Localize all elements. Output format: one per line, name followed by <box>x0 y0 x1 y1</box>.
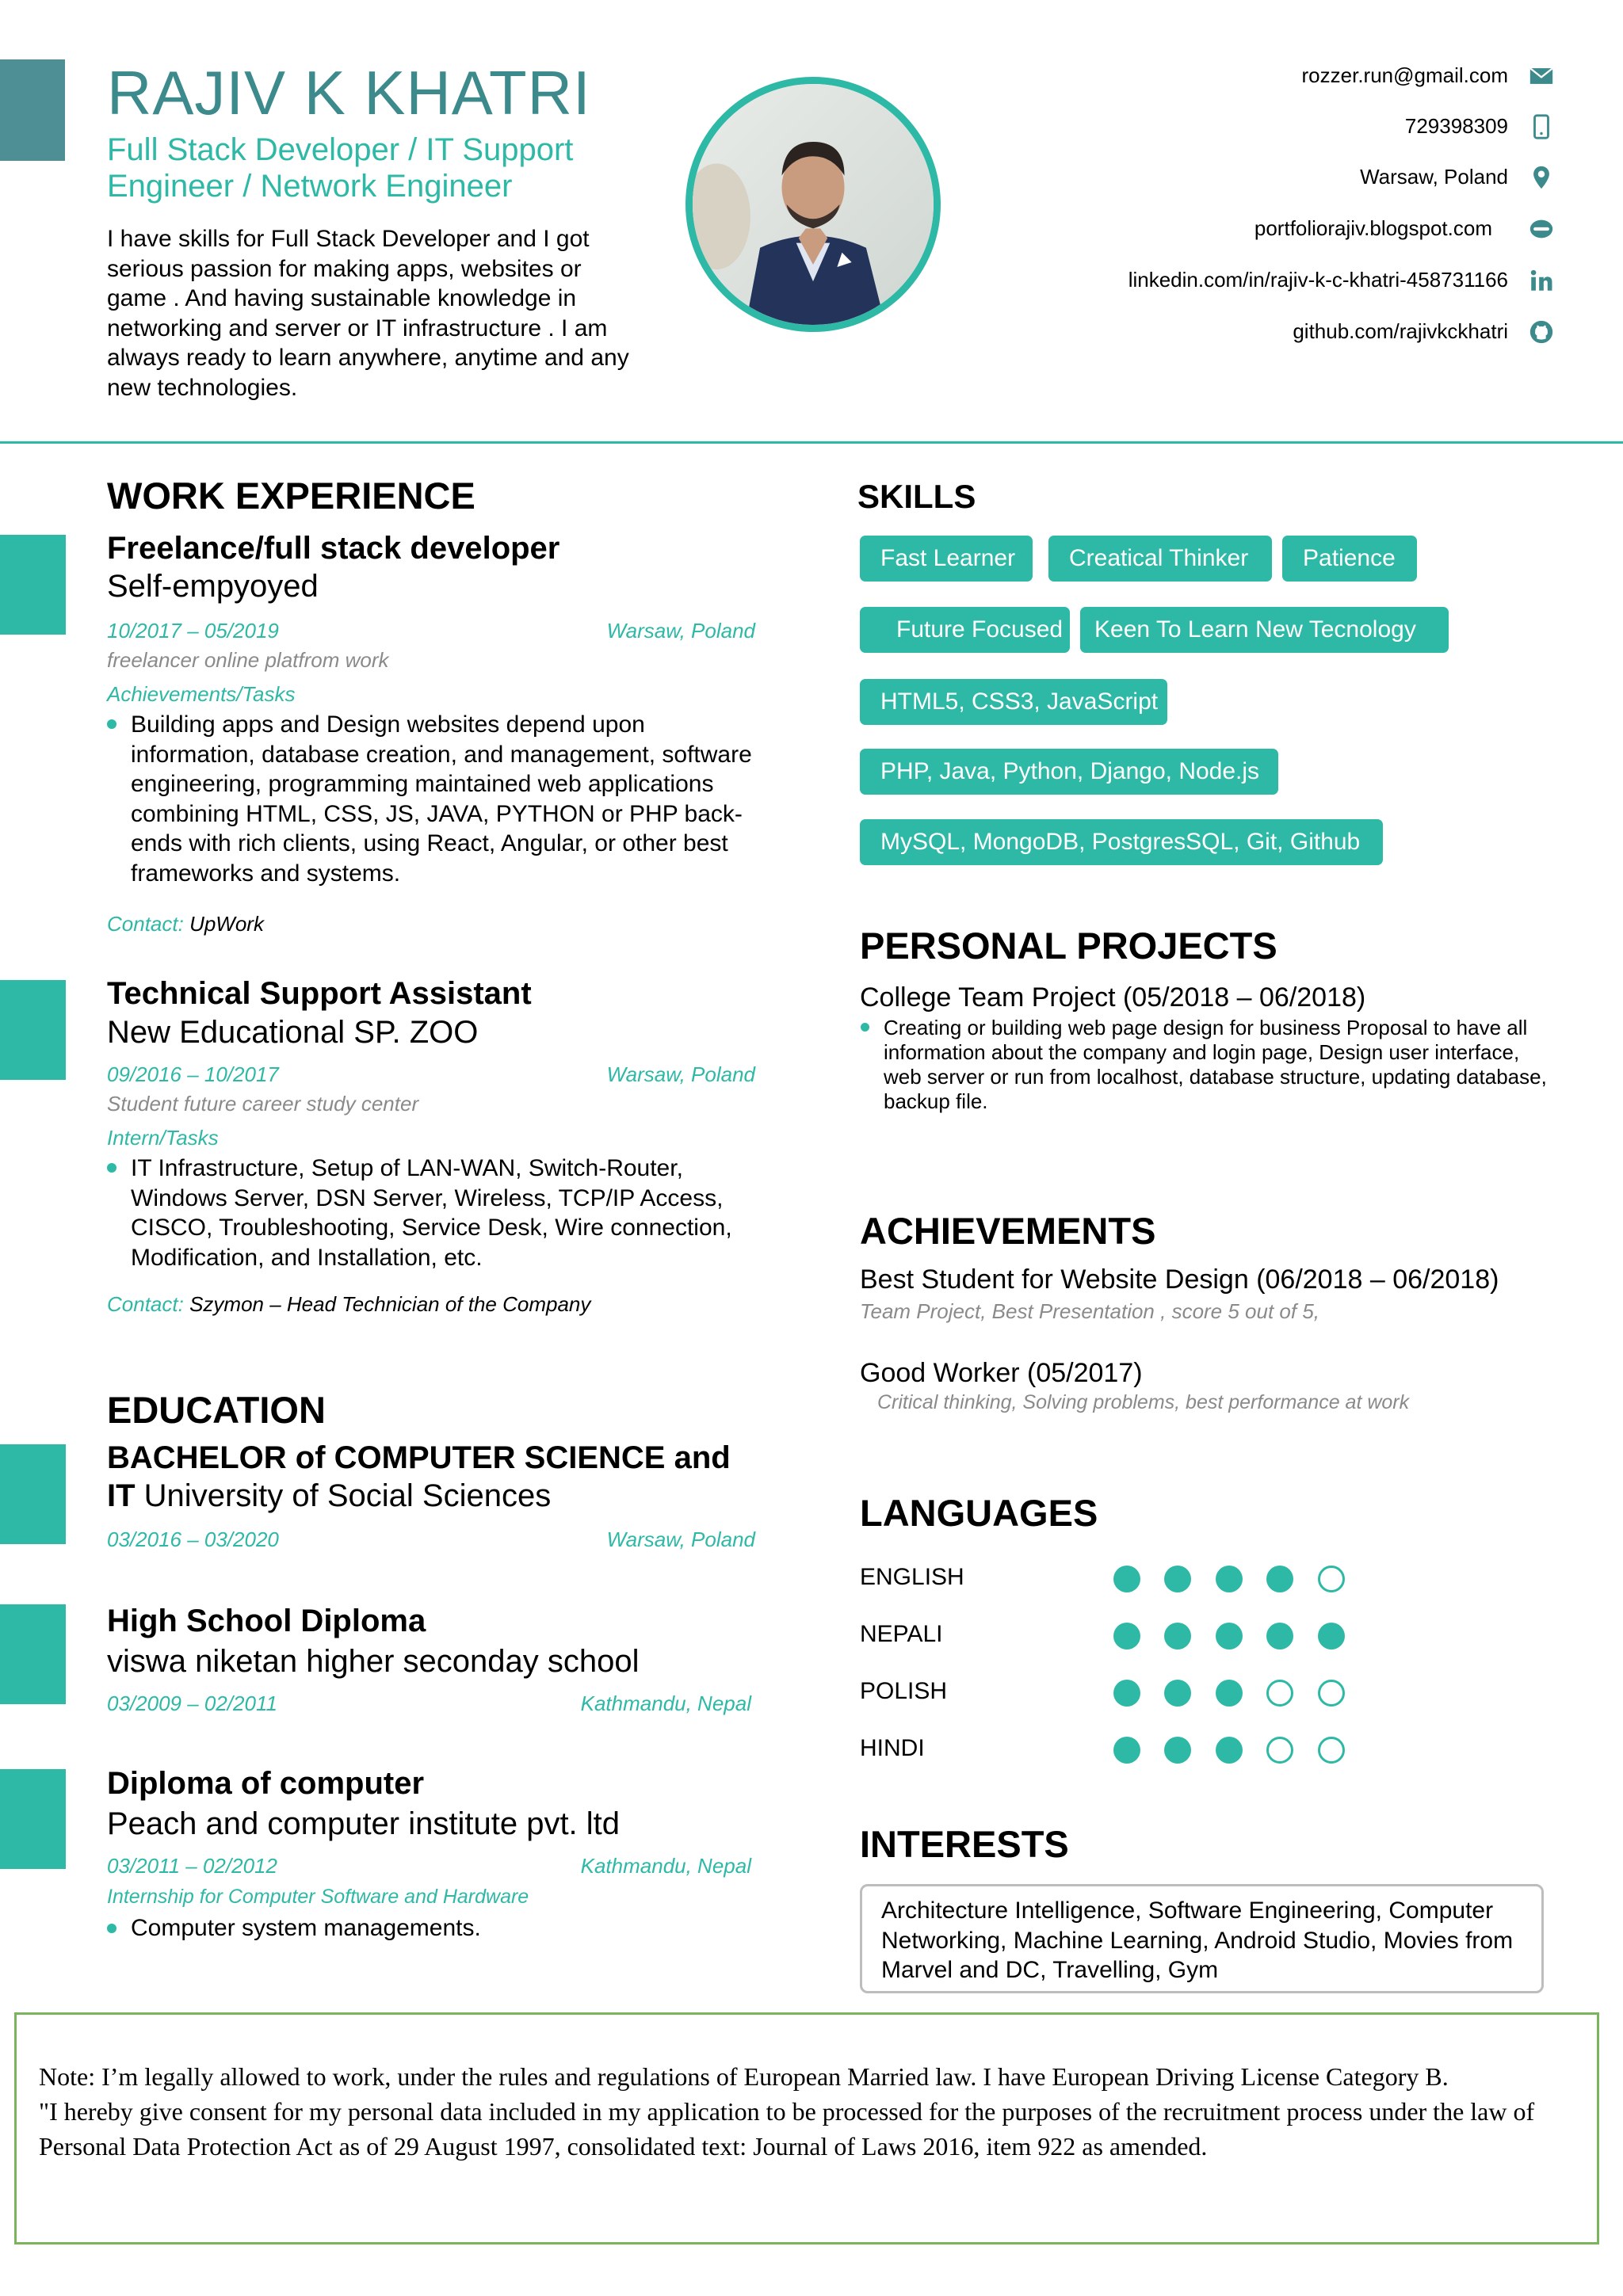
contact-location: Warsaw, Poland <box>1360 165 1508 189</box>
candidate-name: RAJIV K KHATRI <box>107 58 591 128</box>
job-bullet: Building apps and Design websites depend upon information, database creation, and management, software engineering, programming maintained web applications combining HTML, CSS, JS, JAVA, PYTHON or PHP back-ends with rich clients, using React, Angular, or other best frameworks and systems. <box>131 711 752 887</box>
section-title-interests: INTERESTS <box>860 1823 1069 1865</box>
linkedin-icon <box>1526 265 1557 296</box>
degree-dates: 03/2009 – 02/2011 <box>107 1691 277 1715</box>
degree-school <box>107 1478 551 1514</box>
job-contact <box>107 912 264 936</box>
github-icon <box>1526 316 1557 348</box>
contact-github[interactable]: github.com/rajivkckhatri <box>1293 319 1508 343</box>
section-title-work-experience: WORK EXPERIENCE <box>107 475 475 517</box>
job-contact-label: Contact: <box>107 912 184 936</box>
achievement-title: Best Student for Website Design (06/2018 – 06/2018) <box>860 1264 1499 1295</box>
skill-tag: Fast Learner <box>860 536 1033 582</box>
achievement-description: Team Project, Best Presentation , score 5 out of 5, <box>860 1299 1320 1323</box>
skill-tag: MySQL, MongoDB, PostgresSQL, Git, Github <box>860 819 1383 865</box>
bullet-icon <box>107 1924 116 1933</box>
blogger-icon <box>1526 213 1557 245</box>
project-title: College Team Project (05/2018 – 06/2018) <box>860 982 1366 1013</box>
achievement-title: Good Worker (05/2017) <box>860 1358 1143 1388</box>
contact-phone[interactable]: 729398309 <box>1404 114 1508 138</box>
language-name: POLISH <box>860 1678 948 1704</box>
language-name: NEPALI <box>860 1621 943 1647</box>
job-tasks-label: Achievements/Tasks <box>107 682 296 706</box>
education-accent-bar <box>0 1444 66 1544</box>
proficiency-dot-filled <box>1266 1566 1293 1592</box>
job-contact-value: UpWork <box>189 912 264 936</box>
job-dates: 10/2017 – 05/2019 <box>107 619 279 643</box>
project-bullet: Creating or building web page design for business Proposal to have all information about the company and login page, Design user interface, web server or run from localhost, database structure, updating database, backup file. <box>884 1016 1547 1113</box>
job-location: Warsaw, Poland <box>606 1062 755 1086</box>
degree-dates: 03/2016 – 03/2020 <box>107 1527 279 1551</box>
job-description: Student future career study center <box>107 1092 419 1116</box>
profile-summary: I have skills for Full Stack Developer and I got serious passion for making apps, websites or game . And having sustainable knowledge in networking and server or IT infrastructure . I am always ready to learn anywhere, anytime and any new technologies. <box>107 226 629 401</box>
job-title: Technical Support Assistant <box>107 976 532 1011</box>
job-accent-bar <box>0 980 66 1080</box>
header-divider <box>0 441 1623 444</box>
proficiency-dot-filled <box>1216 1737 1243 1764</box>
consent-statement: "I hereby give consent for my personal data included in my application to be processed for the purposes of the recruitment process under the law of Personal Data Protection Act as of 29 August 1997, consolidated text: Journal of Laws 2016, item 922 as amended. <box>39 2097 1535 2161</box>
job-contact-value: Szymon – Head Technician of the Company <box>189 1292 591 1316</box>
section-title-languages: LANGUAGES <box>860 1492 1098 1534</box>
proficiency-dot-filled <box>1216 1623 1243 1650</box>
degree-location: Kathmandu, Nepal <box>580 1691 751 1715</box>
proficiency-dot-filled <box>1113 1566 1140 1592</box>
skill-tag: PHP, Java, Python, Django, Node.js <box>860 749 1278 795</box>
proficiency-dot-filled <box>1113 1737 1140 1764</box>
job-contact-label: Contact: <box>107 1292 184 1316</box>
job-title-line: Engineer / Network Engineer <box>107 169 513 204</box>
section-title-skills: SKILLS <box>857 478 976 515</box>
job-title-headline <box>107 132 678 204</box>
legal-note-box <box>14 2012 1599 2245</box>
degree-title: BACHELOR of COMPUTER SCIENCE and <box>107 1440 731 1475</box>
proficiency-dot-filled <box>1113 1680 1140 1707</box>
portrait-image <box>693 84 934 325</box>
job-description: freelancer online platfrom work <box>107 648 389 672</box>
job-bullet: IT Infrastructure, Setup of LAN-WAN, Switch-Router, Windows Server, DSN Server, Wireless, TCP/IP Access, CISCO, Troubleshooting, Service Desk, Wire connection, Modification, and Installation, etc. <box>131 1155 732 1271</box>
skill-tag: Creatical Thinker <box>1048 536 1272 582</box>
proficiency-dot-empty <box>1318 1680 1345 1707</box>
proficiency-dot-filled <box>1216 1566 1243 1592</box>
degree-title: High School Diploma <box>107 1604 426 1638</box>
contact-email[interactable]: rozzer.run@gmail.com <box>1301 63 1508 87</box>
degree-dates: 03/2011 – 02/2012 <box>107 1854 277 1878</box>
job-employer: Self-empyoyed <box>107 569 319 604</box>
section-title-achievements: ACHIEVEMENTS <box>860 1210 1156 1252</box>
language-name: ENGLISH <box>860 1564 964 1590</box>
skill-tag: HTML5, CSS3, JavaScript <box>860 679 1167 725</box>
degree-school: viswa niketan higher seconday school <box>107 1644 640 1679</box>
bullet-icon <box>107 1163 116 1173</box>
name-accent-bar <box>0 59 65 161</box>
job-dates: 09/2016 – 10/2017 <box>107 1062 279 1086</box>
language-name: HINDI <box>860 1735 925 1761</box>
proficiency-dot-empty <box>1266 1680 1293 1707</box>
proficiency-dot-empty <box>1266 1737 1293 1764</box>
contact-blog[interactable]: portfoliorajiv.blogspot.com <box>1254 216 1492 240</box>
degree-location: Warsaw, Poland <box>606 1527 755 1551</box>
degree-school: Peach and computer institute pvt. ltd <box>107 1806 621 1841</box>
section-title-education: EDUCATION <box>107 1389 326 1431</box>
interests-box: Architecture Intelligence, Software Engineering, Computer Networking, Machine Learning, Android Studio, Movies from Marvel and DC, Travelling, Gym <box>860 1884 1544 1993</box>
phone-icon <box>1526 111 1557 143</box>
job-accent-bar <box>0 535 66 635</box>
proficiency-dot-filled <box>1164 1566 1191 1592</box>
section-title-personal-projects: PERSONAL PROJECTS <box>860 925 1277 967</box>
location-pin-icon <box>1526 162 1557 193</box>
envelope-icon <box>1526 60 1557 92</box>
contact-linkedin[interactable]: linkedin.com/in/rajiv-k-c-khatri-458731166 <box>1128 268 1508 292</box>
proficiency-dot-empty <box>1318 1737 1345 1764</box>
legal-note-line: Note: I’m legally allowed to work, under the rules and regulations of European Married law. I have European Driving License Category B. <box>39 2062 1449 2091</box>
degree-school-name: University of Social Sciences <box>143 1478 552 1513</box>
skill-tag: Keen To Learn New Tecnology <box>1080 607 1449 653</box>
bullet-icon <box>861 1023 869 1032</box>
skill-tag: Future Focused <box>860 607 1070 653</box>
skill-tag: Patience <box>1282 536 1417 582</box>
proficiency-dot-filled <box>1266 1623 1293 1650</box>
job-location: Warsaw, Poland <box>606 619 755 643</box>
profile-photo <box>685 77 941 332</box>
degree-bullet: Computer system managements. <box>131 1915 481 1941</box>
proficiency-dot-filled <box>1318 1623 1345 1650</box>
job-title: Freelance/full stack developer <box>107 531 560 566</box>
proficiency-dot-filled <box>1164 1737 1191 1764</box>
job-employer: New Educational SP. ZOO <box>107 1015 479 1050</box>
proficiency-dot-filled <box>1164 1680 1191 1707</box>
bullet-icon <box>107 719 116 729</box>
degree-title-cont: IT <box>107 1478 136 1513</box>
proficiency-dot-filled <box>1164 1623 1191 1650</box>
degree-title: Diploma of computer <box>107 1766 425 1801</box>
degree-description: Internship for Computer Software and Hardware <box>107 1886 529 1908</box>
job-tasks-label: Intern/Tasks <box>107 1126 219 1150</box>
proficiency-dot-filled <box>1216 1680 1243 1707</box>
degree-location: Kathmandu, Nepal <box>580 1854 751 1878</box>
education-accent-bar <box>0 1769 66 1869</box>
achievement-description: Critical thinking, Solving problems, best performance at work <box>877 1391 1410 1413</box>
proficiency-dot-filled <box>1113 1623 1140 1650</box>
education-accent-bar <box>0 1604 66 1704</box>
proficiency-dot-empty <box>1318 1566 1345 1592</box>
job-contact <box>107 1292 590 1317</box>
job-title-line: Full Stack Developer / IT Support <box>107 132 574 167</box>
